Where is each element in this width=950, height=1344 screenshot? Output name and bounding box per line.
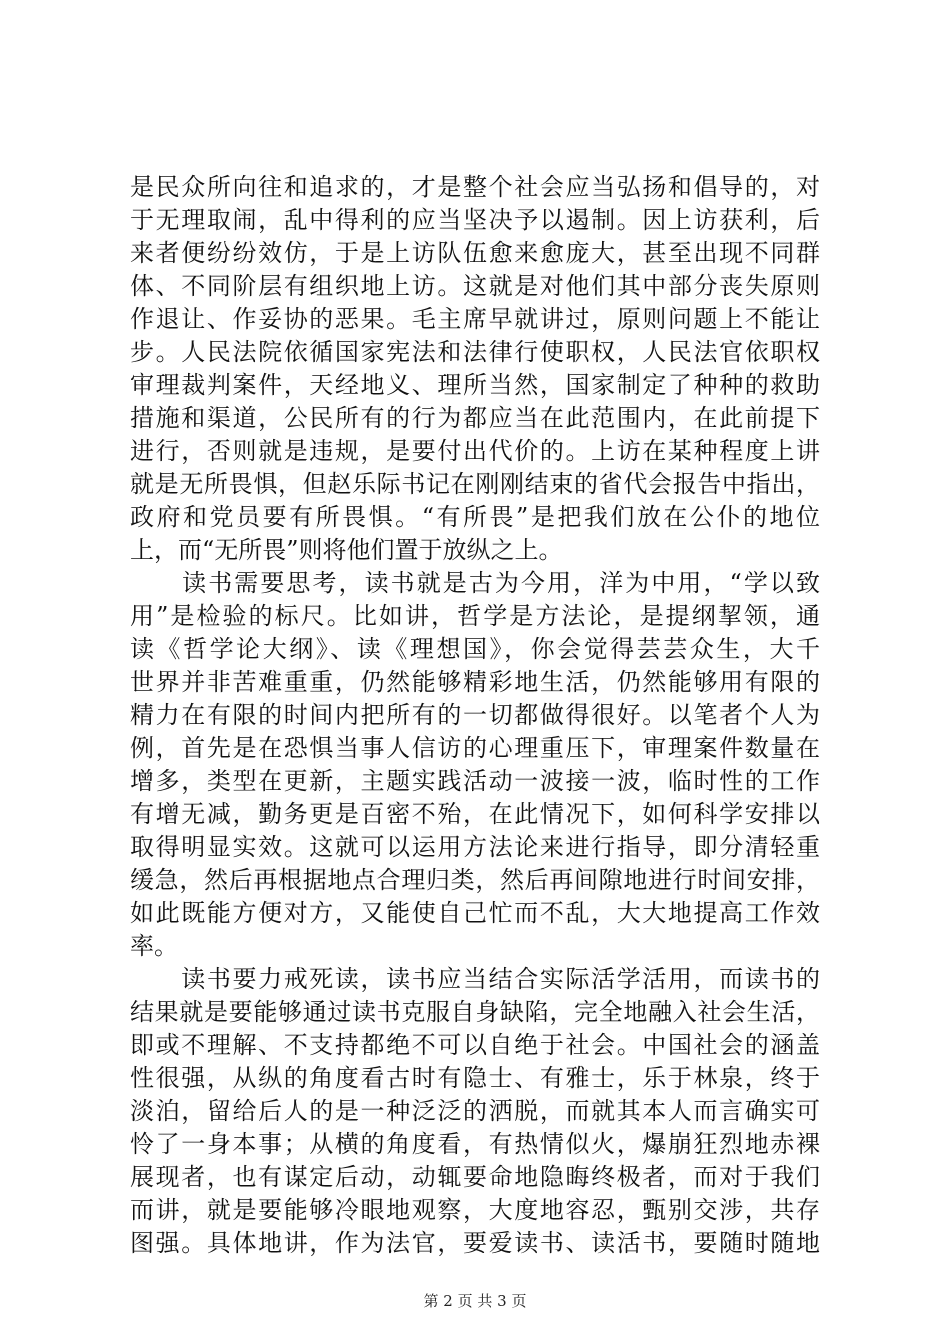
text-line: 图强。具体地讲，作为法官，要爱读书、读活书，要随时随地 (130, 1229, 820, 1257)
text-line: 步。人民法院依循国家宪法和法律行使职权，人民法官依职权 (130, 338, 820, 366)
text-line: 体、不同阶层有组织地上访。这就是对他们其中部分丧失原则 (130, 272, 820, 300)
text-line: 世界并非苦难重重，仍然能够精彩地生活，仍然能够用有限的 (130, 668, 820, 696)
text-line: 就是无所畏惧，但赵乐际书记在刚刚结束的省代会报告中指出， (130, 470, 820, 498)
text-line: 而讲，就是要能够冷眼地观察，大度地容忍，甄别交涉，共存 (130, 1196, 820, 1224)
text-line: 来者便纷纷效仿，于是上访队伍愈来愈庞大，甚至出现不同群 (130, 239, 820, 267)
text-line: 于无理取闹，乱中得利的应当坚决予以遏制。因上访获利，后 (130, 206, 820, 234)
text-line: 性很强，从纵的角度看古时有隐士、有雅士，乐于林泉，终于 (130, 1064, 820, 1092)
text-line: 展现者，也有谋定后动，动辄要命地隐晦终极者，而对于我们 (130, 1163, 820, 1191)
text-line: 率。 (130, 932, 178, 960)
paragraph-3 (130, 963, 820, 1260)
page-number-footer: 第 2 页 共 3 页 (423, 1292, 527, 1310)
paragraph-2 (130, 567, 820, 963)
text-line: 即或不理解、不支持都绝不可以自绝于社会。中国社会的涵盖 (130, 1031, 820, 1059)
text-line: 上，而“无所畏”则将他们置于放纵之上。 (130, 536, 563, 564)
text-line: 缓急，然后再根据地点合理归类，然后再间隙地进行时间安排， (130, 866, 820, 894)
text-line: 读书要力戒死读，读书应当结合实际活学活用，而读书的 (130, 965, 820, 993)
text-line: 淡泊，留给后人的是一种泛泛的洒脱，而就其本人而言确实可 (130, 1097, 820, 1125)
text-line: 是民众所向往和追求的，才是整个社会应当弘扬和倡导的，对 (130, 173, 820, 201)
text-line: 措施和渠道，公民所有的行为都应当在此范围内，在此前提下 (130, 404, 820, 432)
text-line: 读书需要思考，读书就是古为今用，洋为中用，“学以致 (130, 569, 820, 597)
text-line: 增多，类型在更新，主题实践活动一波接一波，临时性的工作 (130, 767, 820, 795)
text-line: 精力在有限的时间内把所有的一切都做得很好。以笔者个人为 (130, 701, 820, 729)
text-line: 进行，否则就是违规，是要付出代价的。上访在某种程度上讲 (130, 437, 820, 465)
text-line: 怜了一身本事；从横的角度看，有热情似火，爆崩狂烈地赤裸 (130, 1130, 820, 1158)
text-line: 用”是检验的标尺。比如讲，哲学是方法论，是提纲挈领，通 (130, 602, 820, 630)
text-line: 结果就是要能够通过读书克服自身缺陷，完全地融入社会生活， (130, 998, 820, 1026)
text-line: 例，首先是在恐惧当事人信访的心理重压下，审理案件数量在 (130, 734, 820, 762)
text-line: 取得明显实效。这就可以运用方法论来进行指导，即分清轻重 (130, 833, 820, 861)
text-line: 有增无减，勤务更是百密不殆，在此情况下，如何科学安排以 (130, 800, 820, 828)
text-line: 审理裁判案件，天经地义、理所当然，国家制定了种种的救助 (130, 371, 820, 399)
text-line: 读《哲学论大纲》、读《理想国》，你会觉得芸芸众生，大千 (130, 635, 820, 663)
paragraph-1 (130, 171, 820, 567)
text-line: 作退让、作妥协的恶果。毛主席早就讲过，原则问题上不能让 (130, 305, 820, 333)
text-line: 如此既能方便对方，又能使自己忙而不乱，大大地提高工作效 (130, 899, 820, 927)
text-line: 政府和党员要有所畏惧。“有所畏”是把我们放在公仆的地位 (130, 503, 820, 531)
